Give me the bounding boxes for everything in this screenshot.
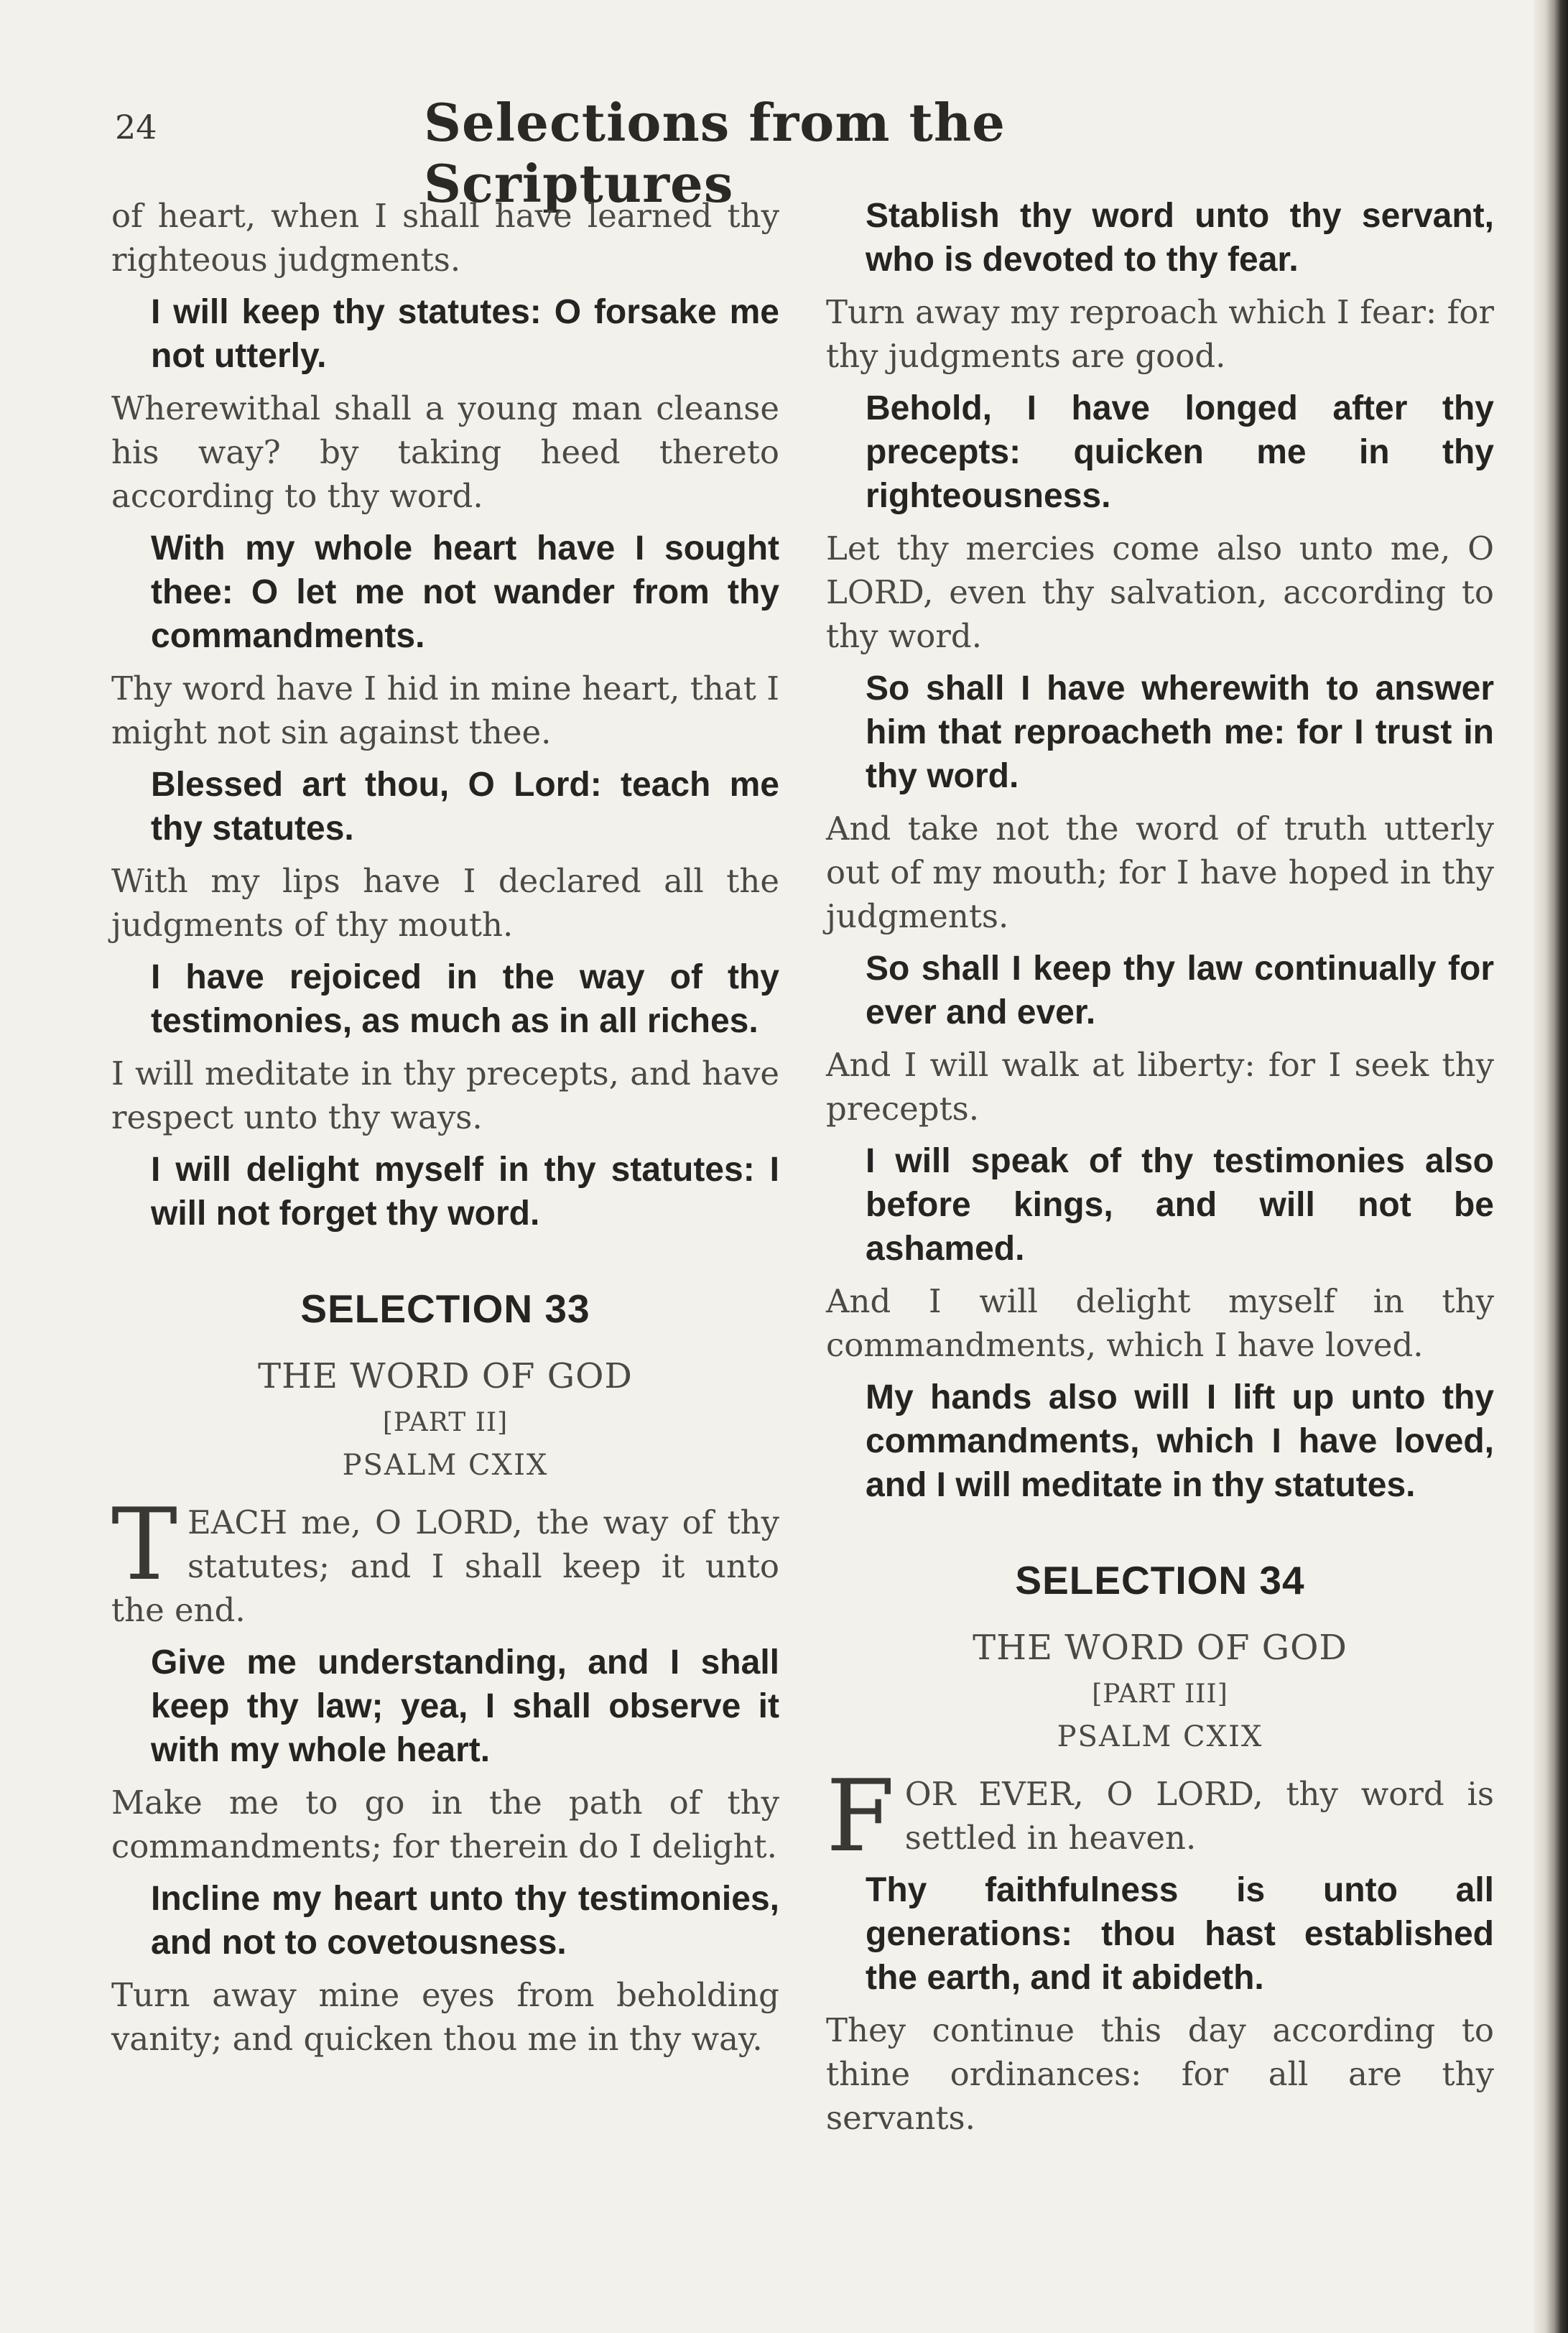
selection-part: [PART II] [382, 1408, 509, 1437]
verse-response: Stablish thy word unto thy servant, who is devoted to thy fear. [866, 197, 1494, 279]
opening-verse-text: OR EVER, O LORD, thy word is settled in heaven. [904, 1775, 1494, 1857]
selection-title: THE WORD OF GOD [973, 1628, 1347, 1668]
verse-response: Blessed art thou, O Lord: teach me thy statutes. [151, 766, 779, 848]
verse-response: Give me understanding, and I shall keep thy law; yea, I shall observe it with my whole heart. [151, 1643, 779, 1769]
verse-regular: I will meditate in thy precepts, and have respect unto thy ways. [111, 1054, 779, 1136]
selection-psalm: PSALM CXIX [342, 1449, 549, 1482]
drop-cap: T [111, 1487, 178, 1603]
opening-verse-text: EACH me, O LORD, the way of thy statutes; and I shall keep it unto the end. [111, 1503, 779, 1629]
verse-response: My hands also will I lift up unto thy commandments, which I have loved, and I will meditate in thy statutes. [866, 1378, 1494, 1504]
selection-psalm: PSALM CXIX [1057, 1720, 1263, 1753]
verse-response: I will delight myself in thy statutes: I will not forget thy word. [151, 1151, 779, 1233]
verse-regular: Wherewithal shall a young man cleanse his way? by taking heed thereto according to thy word. [111, 389, 779, 515]
verse-response: I have rejoiced in the way of thy testimonies, as much as in all riches. [151, 958, 779, 1040]
verse-regular: Make me to go in the path of thy commandments; for therein do I delight. [111, 1784, 779, 1865]
selection-heading: SELECTION 34 [1015, 1558, 1305, 1603]
opening-verse [111, 1487, 779, 1632]
verse-regular: Thy word have I hid in mine heart, that I might not sin against thee. [111, 669, 779, 751]
verse-regular: Turn away mine eyes from beholding vanity; and quicken thou me in thy way. [111, 1976, 779, 2058]
verse-response: So shall I keep thy law continually for ever and ever. [866, 950, 1494, 1031]
selection-heading: SELECTION 33 [300, 1286, 590, 1331]
selection-34 [826, 1557, 1494, 2140]
verse-response: I will keep thy statutes: O forsake me not utterly. [151, 293, 779, 375]
verse-response: Thy faithfulness is unto all generations: thou hast established the earth, and it abideth. [866, 1871, 1494, 1997]
book-binding-edge [1534, 0, 1568, 2333]
right-column [826, 194, 1494, 2148]
selection-33 [111, 1286, 779, 2061]
opening-verse [826, 1758, 1494, 1874]
selection-title: THE WORD OF GOD [258, 1356, 633, 1396]
verse-regular: They continue this day according to thine ordinances: for all are thy servants. [826, 2011, 1494, 2137]
verse-response: With my whole heart have I sought thee: O let me not wander from thy commandments. [151, 529, 779, 655]
verse-regular: Let thy mercies come also unto me, O LORD, even thy salvation, according to thy word. [826, 529, 1494, 655]
verse-regular: of heart, when I shall have learned thy righteous judgments. [111, 197, 779, 279]
left-column [111, 194, 779, 2069]
verse-response: So shall I have wherewith to answer him that reproacheth me: for I trust in thy word. [866, 669, 1494, 795]
verse-response: Incline my heart unto thy testimonies, and not to covetousness. [151, 1880, 779, 1962]
page-number: 24 [115, 108, 157, 147]
verse-regular: And take not the word of truth utterly out of my mouth; for I have hoped in thy judgments. [826, 810, 1494, 935]
verse-regular: Turn away my reproach which I fear: for thy judgments are good. [826, 293, 1494, 375]
verse-regular: And I will delight myself in thy commandments, which I have loved. [826, 1282, 1494, 1364]
verse-response: I will speak of thy testimonies also before kings, and will not be ashamed. [866, 1142, 1494, 1268]
verse-regular: With my lips have I declared all the judgments of thy mouth. [111, 862, 779, 944]
verse-response: Behold, I have longed after thy precepts: quicken me in thy righteousness. [866, 389, 1494, 515]
verse-regular: And I will walk at liberty: for I seek thy precepts. [826, 1046, 1494, 1128]
running-title: Selections from the Scriptures [424, 92, 1006, 214]
selection-part: [PART III] [1092, 1679, 1228, 1709]
page-header [115, 92, 1192, 214]
drop-cap: F [826, 1758, 895, 1874]
